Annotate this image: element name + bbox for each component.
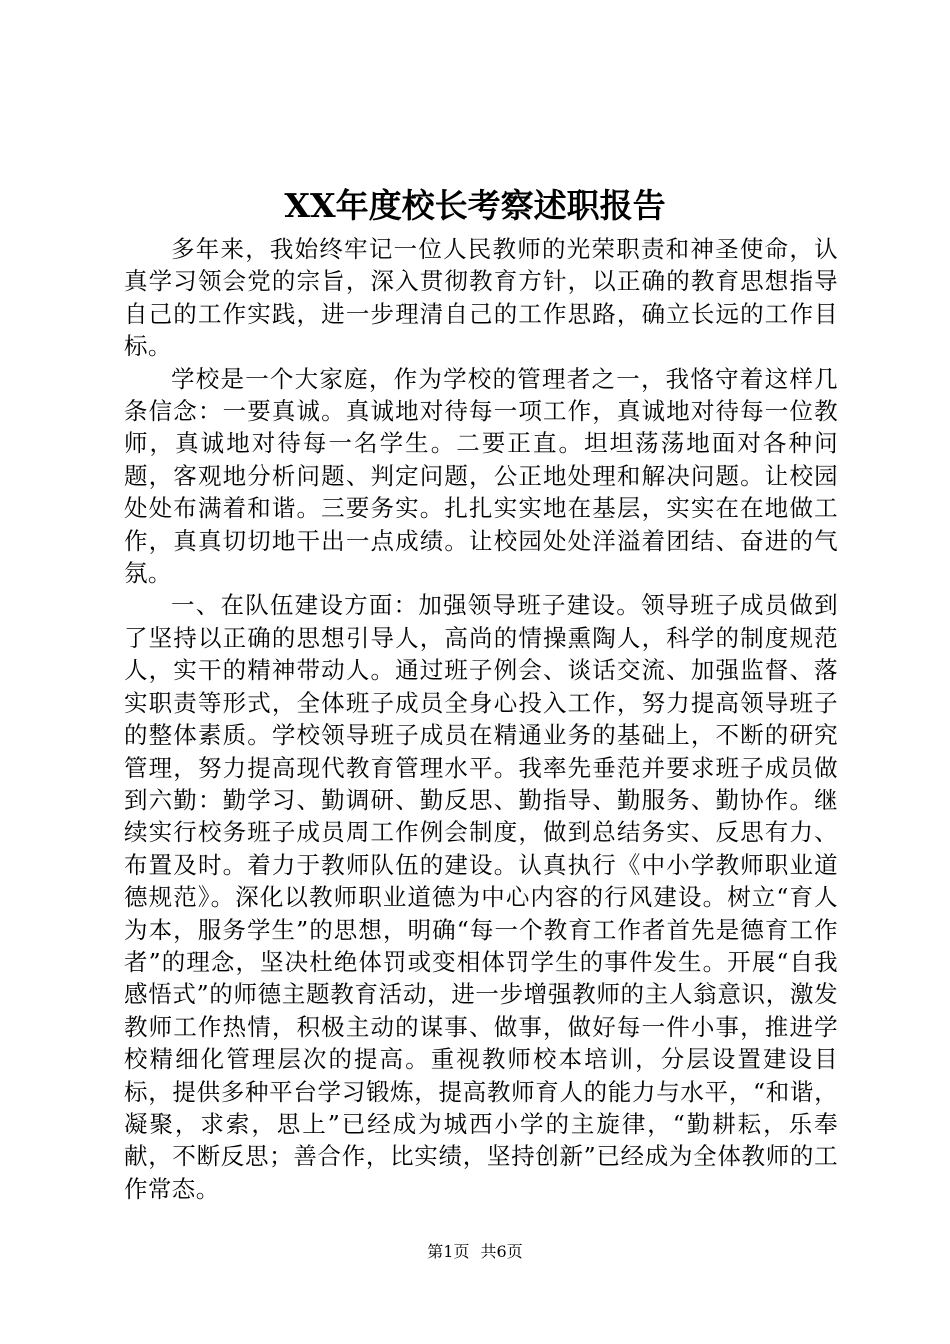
paragraph: 一、在队伍建设方面：加强领导班子建设。领导班子成员做到了坚持以正确的思想引导人，高尚的情操熏陶人，科学的制度规范人，实干的精神带动人。通过班子例会、谈话交流、加强监督、落实职责等形式，全体班子成员全身心投入工作，努力提高领导班子的整体素质。学校领导班子成员在精通业务的基础上，不断的研究管理，努力提高现代教育管理水平。我率先垂范并要求班子成员做到六勤：勤学习、勤调研、勤反思、勤指导、勤服务、勤协作。继续实行校务班子成员周工作例会制度，做到总结务实、反思有力、布置及时。着力于教师队伍的建设。认真执行《中小学教师职业道德规范》。深化以教师职业道德为中心内容的行风建设。树立“育人为本，服务学生”的思想，明确“每一个教育工作者首先是德育工作者”的理念，坚决杜绝体罚或变相体罚学生的事件发生。开展“自我感悟式”的师德主题教育活动，进一步增强教师的主人翁意识，激发教师工作热情，积极主动的谋事、做事，做好每一件小事，推进学校精细化管理层次的提高。重视教师校本培训，分层设置建设目标，提供多种平台学习锻炼，提高教师育人的能力与水平，“和谐，凝聚，求索，思上”已经成为城西小学的主旋律，“勤耕耘，乐奉献，不断反思；善合作，比实绩，坚持创新”已经成为全体教师的工作常态。: [124, 591, 838, 1203]
document-body: [124, 233, 838, 1205]
page-total: 共6页: [480, 1242, 523, 1261]
paragraph: 多年来，我始终牢记一位人民教师的光荣职责和神圣使命，认真学习领会党的宗旨，深入贯彻教育方针，以正确的教育思想指导自己的工作实践，进一步理清自己的工作思路，确立长远的工作目标。: [124, 235, 838, 361]
page-number: 第1页: [427, 1242, 470, 1261]
document-title: XX年度校长考察述职报告: [284, 186, 666, 225]
paragraph: 学校是一个大家庭，作为学校的管理者之一，我恪守着这样几条信念：一要真诚。真诚地对待每一项工作，真诚地对待每一位教师，真诚地对待每一名学生。二要正直。坦坦荡荡地面对各种问题，客观地分析问题、判定问题，公正地处理和解决问题。让校园处处布满着和谐。三要务实。扎扎实实地在基层，实实在在地做工作，真真切切地干出一点成绩。让校园处处洋溢着团结、奋进的气氛。: [124, 364, 838, 588]
page-footer: [0, 1241, 950, 1263]
